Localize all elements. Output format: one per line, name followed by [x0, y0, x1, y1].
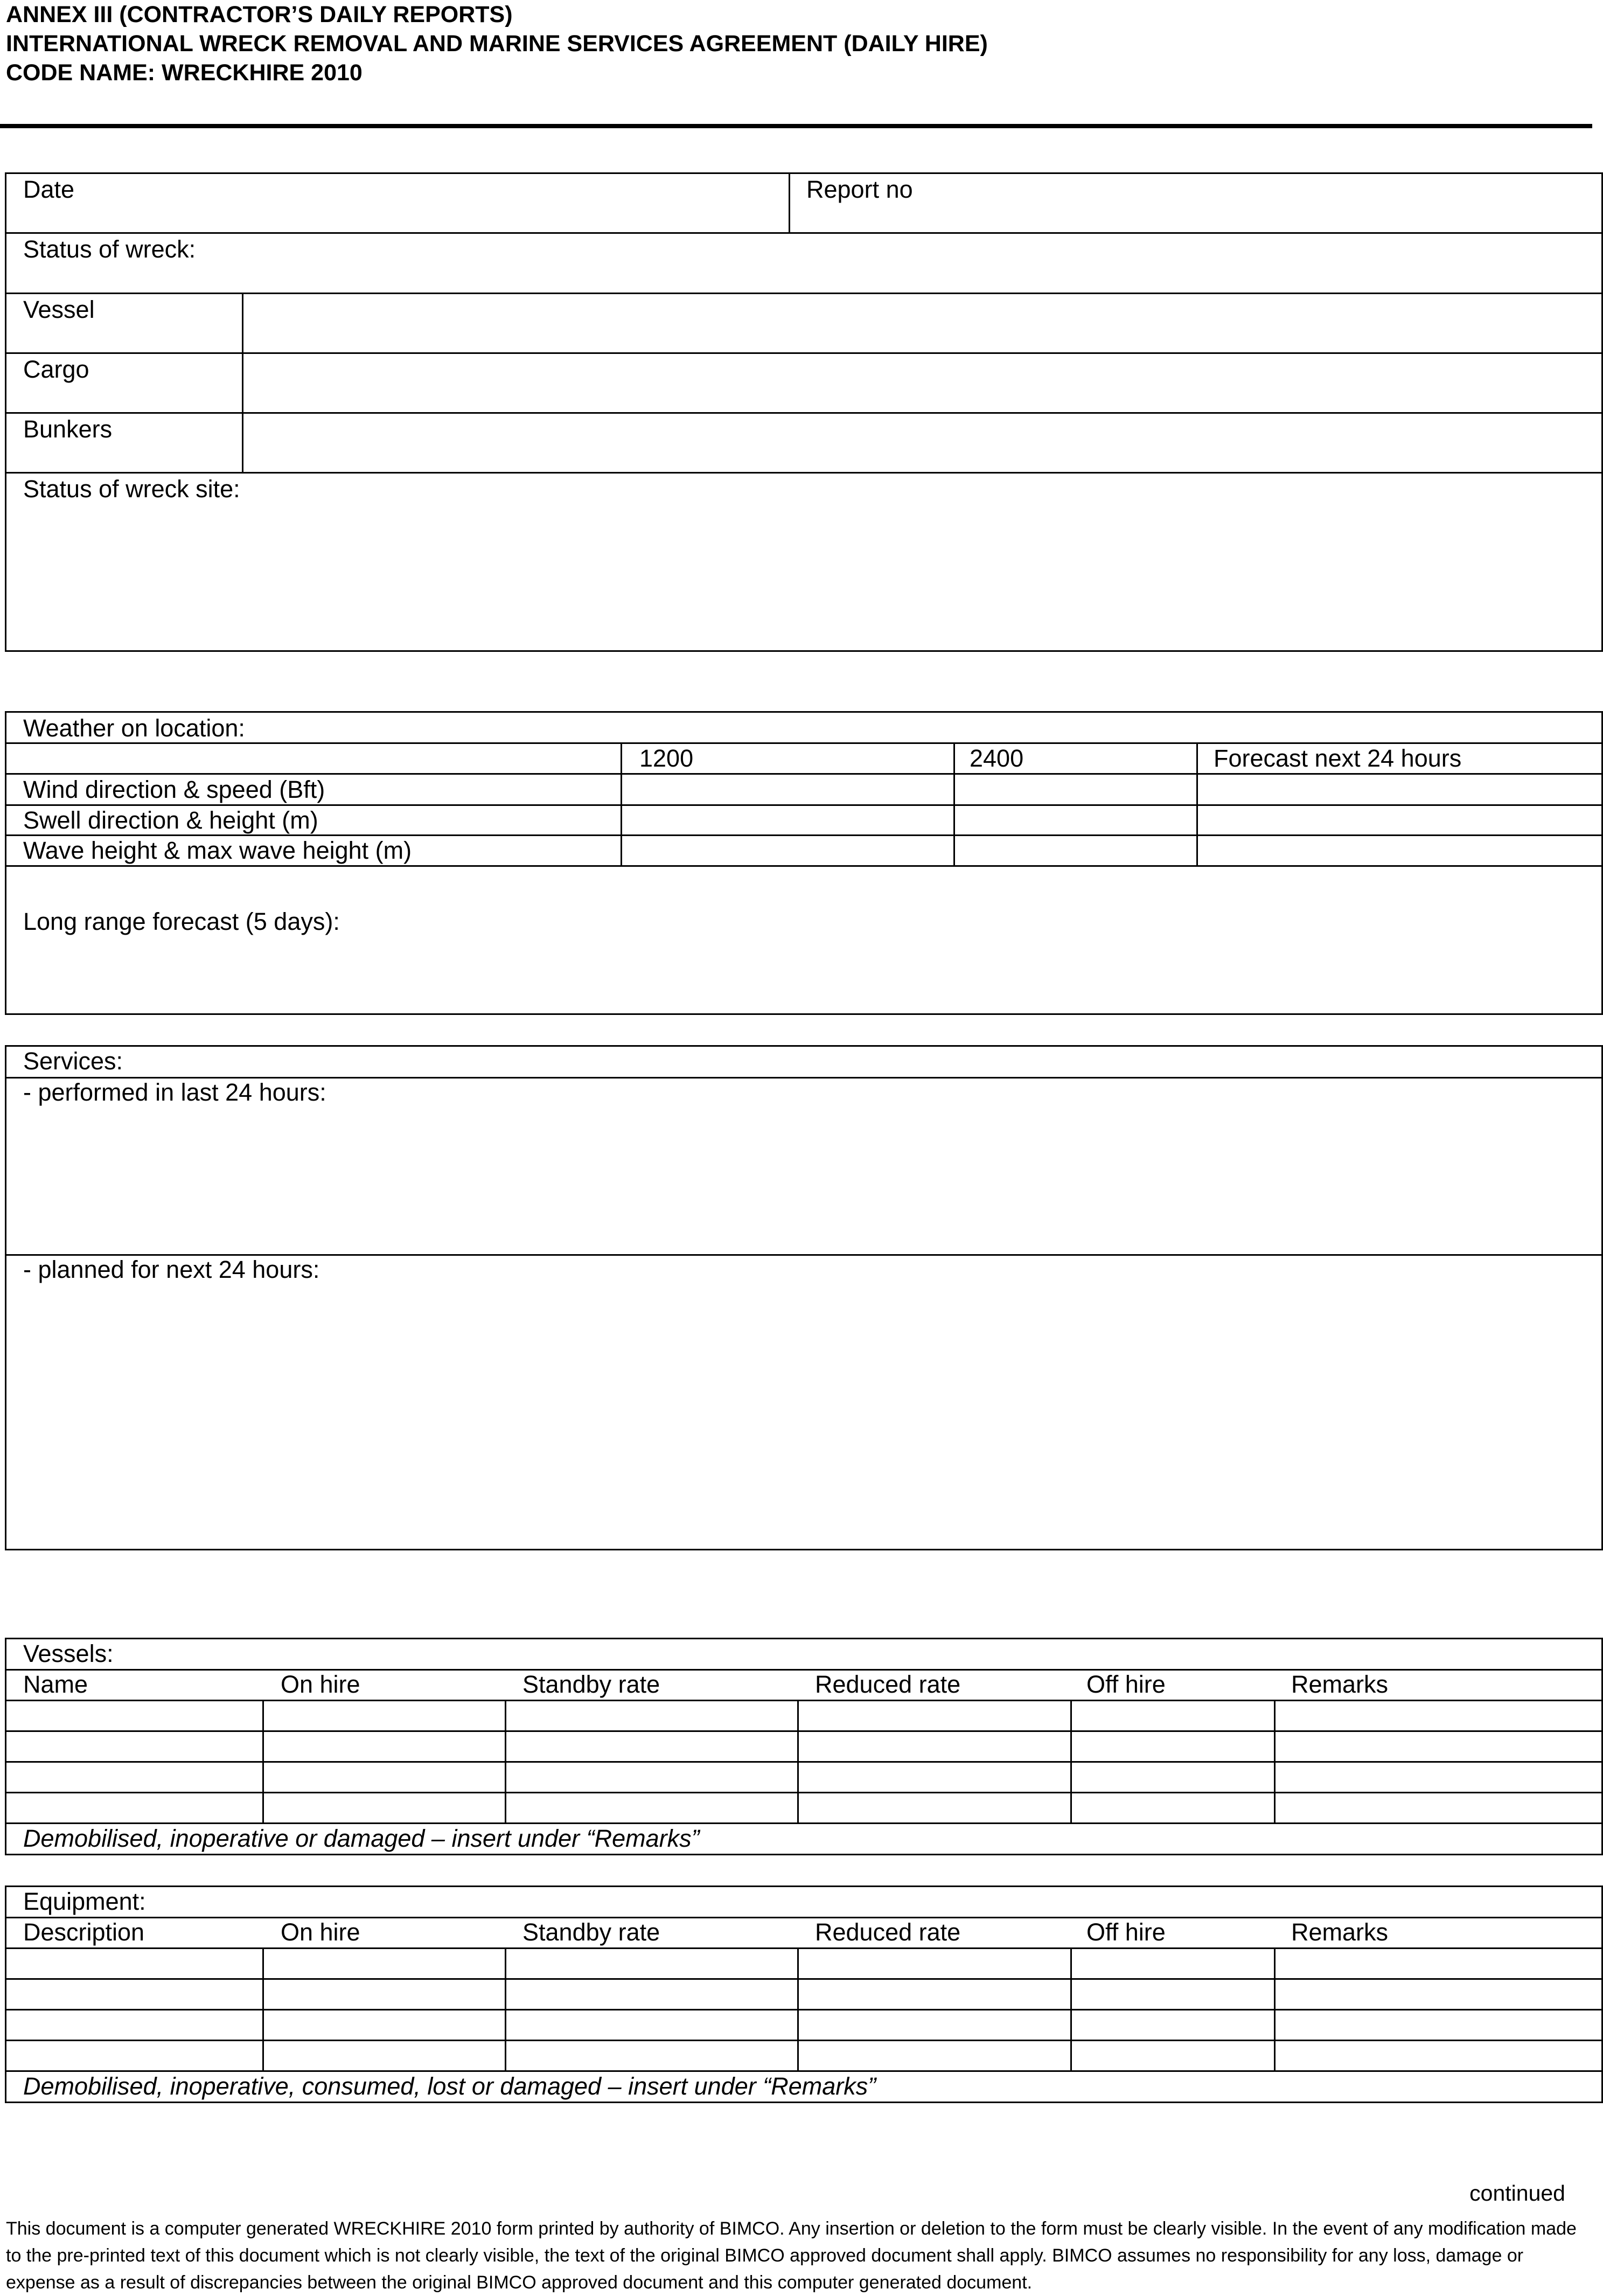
vessels-col-on-hire: On hire: [281, 1671, 360, 1698]
wave-forecast-input[interactable]: [1198, 836, 1603, 865]
equipment-col-on-hire: On hire: [281, 1918, 360, 1946]
weather-row-wind: Wind direction & speed (Bft): [23, 776, 325, 803]
cargo-status-field[interactable]: [243, 353, 1603, 413]
equipment-col-remarks: Remarks: [1291, 1918, 1389, 1946]
status-of-wreck-site-label: Status of wreck site:: [23, 475, 240, 503]
equipment-col-description: Description: [23, 1918, 145, 1946]
services-title: Services:: [23, 1047, 123, 1075]
wave-2400-input[interactable]: [955, 836, 1196, 865]
footer-disclaimer: This document is a computer generated WRECKHIRE 2010 form printed by authority of BIMCO. Any insertion or deletion to the form must be clearly visible. In the event of any modification made to the pre-printed text of this document which is not clearly visible, the text of the original BIMCO approved document shall apply. BIMCO assumes no responsibility for any loss, damage or expense as a result of discrepancies between the original BIMCO approved document and this computer generated document.: [6, 2218, 1577, 2293]
vessel-status-field[interactable]: [243, 294, 1603, 353]
weather-title: Weather on location:: [23, 714, 245, 742]
vessels-col-standby: Standby rate: [522, 1671, 660, 1698]
long-range-forecast-field[interactable]: [6, 867, 1603, 1013]
equipment-col-off-hire: Off hire: [1086, 1918, 1166, 1946]
weather-row-wave: Wave height & max wave height (m): [23, 837, 412, 864]
header-code-name: CODE NAME: WRECKHIRE 2010: [6, 60, 363, 86]
date-label: Date: [23, 176, 75, 203]
equipment-col-reduced: Reduced rate: [815, 1918, 961, 1946]
swell-1200-input[interactable]: [622, 805, 953, 834]
equipment-title: Equipment:: [23, 1888, 146, 1915]
services-planned-label: - planned for next 24 hours:: [23, 1256, 320, 1283]
col-header-forecast: Forecast next 24 hours: [1214, 745, 1462, 772]
cargo-label: Cargo: [23, 356, 89, 383]
equipment-col-standby: Standby rate: [522, 1918, 660, 1946]
equipment-entry-area[interactable]: [6, 1949, 1603, 2070]
vessels-col-name: Name: [23, 1671, 88, 1698]
header-rule: [0, 124, 1592, 128]
long-range-forecast-label: Long range forecast (5 days):: [23, 908, 340, 935]
services-performed-field[interactable]: [6, 1079, 1603, 1254]
vessels-col-off-hire: Off hire: [1086, 1671, 1166, 1698]
continued-label: continued: [1469, 2181, 1565, 2205]
services-planned-field[interactable]: [6, 1256, 1603, 1549]
weather-row-swell: Swell direction & height (m): [23, 806, 318, 834]
divider: [789, 174, 790, 233]
wave-1200-input[interactable]: [622, 836, 953, 865]
col-header-1200: 1200: [639, 745, 694, 772]
vessels-section: [5, 1638, 1603, 1855]
vessel-label: Vessel: [23, 296, 95, 323]
wind-1200-input[interactable]: [622, 775, 953, 804]
services-section: [5, 1045, 1603, 1550]
header-agreement-title: INTERNATIONAL WRECK REMOVAL AND MARINE SERVICES AGREEMENT (DAILY HIRE): [6, 31, 988, 57]
bunkers-status-field[interactable]: [243, 413, 1603, 472]
report-no-label: Report no: [806, 176, 913, 203]
swell-2400-input[interactable]: [955, 805, 1196, 834]
vessels-entry-area[interactable]: [6, 1701, 1603, 1822]
wind-forecast-input[interactable]: [1198, 775, 1603, 804]
document-header: [6, 0, 988, 87]
wind-2400-input[interactable]: [955, 775, 1196, 804]
report-no-field[interactable]: [789, 174, 1603, 233]
status-of-wreck-label: Status of wreck:: [23, 235, 196, 263]
divider: [6, 232, 1601, 234]
wreck-site-status-field[interactable]: [6, 474, 1603, 650]
swell-forecast-input[interactable]: [1198, 805, 1603, 834]
weather-section: [5, 711, 1603, 1015]
vessels-title: Vessels:: [23, 1640, 114, 1667]
vessels-note: Demobilised, inoperative or damaged – insert under “Remarks”: [23, 1825, 700, 1852]
equipment-section: [5, 1885, 1603, 2103]
equipment-note: Demobilised, inoperative, consumed, lost or damaged – insert under “Remarks”: [23, 2072, 876, 2100]
date-field[interactable]: [6, 174, 789, 233]
services-performed-label: - performed in last 24 hours:: [23, 1079, 326, 1106]
divider: [242, 293, 243, 472]
header-annex-title: ANNEX III (CONTRACTOR’S DAILY REPORTS): [6, 2, 513, 27]
bunkers-label: Bunkers: [23, 415, 113, 443]
vessels-col-reduced: Reduced rate: [815, 1671, 961, 1698]
col-header-2400: 2400: [970, 745, 1024, 772]
vessels-col-remarks: Remarks: [1291, 1671, 1389, 1698]
wreck-status-section: [5, 172, 1603, 652]
